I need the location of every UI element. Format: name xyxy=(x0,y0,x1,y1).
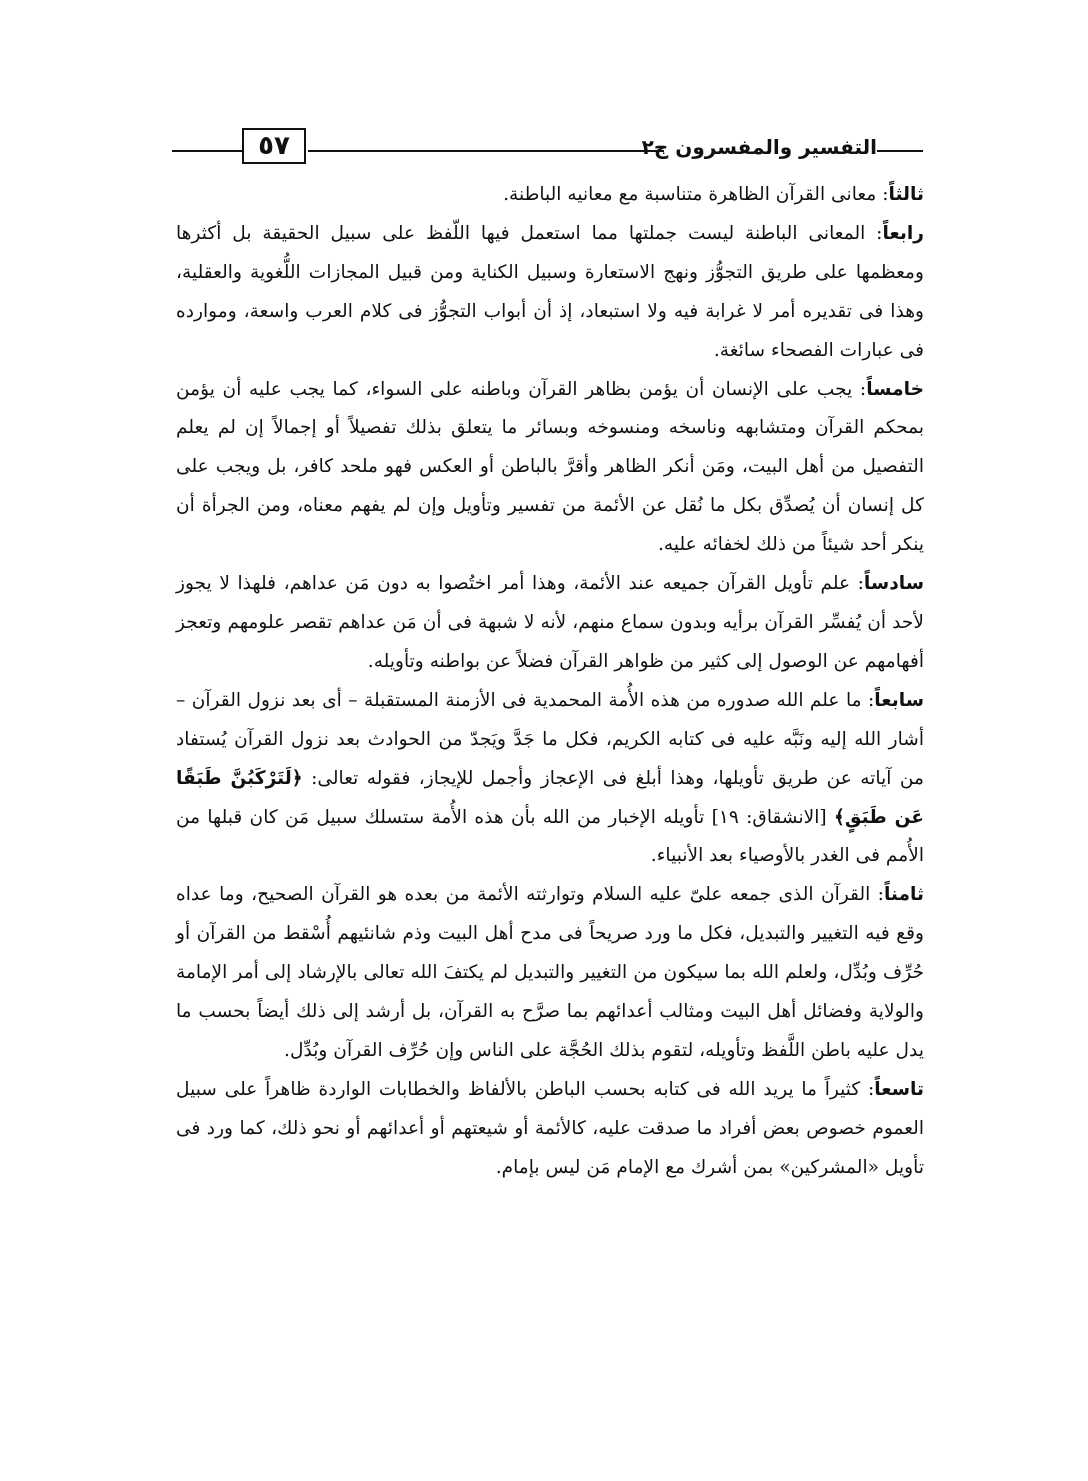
page-number: ٥٧ xyxy=(242,128,306,164)
paragraph-text-continued: [الانشقاق: ١٩] تأويله الإخبار من الله بأن هذه الأُمة ستسلك سبيل مَن كان قبلها من الأُمم فى الغدر بالأوصياء بعد الأنبياء. xyxy=(176,806,924,867)
paragraph-lead: ثالثاً xyxy=(888,184,924,205)
paragraph-seventh xyxy=(176,682,924,877)
paragraph-text: : معانى القرآن الظاهرة متناسبة مع معانيه الباطنة. xyxy=(503,184,889,205)
paragraph-sixth xyxy=(176,565,924,682)
paragraph-third xyxy=(176,176,924,215)
paragraph-fourth xyxy=(176,215,924,371)
body-text xyxy=(176,176,924,1188)
paragraph-text: : كثيراً ما يريد الله فى كتابه بحسب الباطن بالألفاظ والخطابات الواردة ظاهراً على سبيل العموم خصوص بعض أفراد ما صدقت عليه، كالأئمة أو شيعتهم أو أعدائهم أو نحو ذلك، كما ورد فى تأويل «المشركين» بمن أشرك مع الإمام مَن ليس بإمام. xyxy=(176,1078,924,1178)
paragraph-lead: سادساً xyxy=(863,573,924,595)
paragraph-text: : القرآن الذى جمعه علىّ عليه السلام وتوارثته الأئمة من بعده هو القرآن الصحيح، وما عداه وقع فيه التغيير والتبديل، فكل ما ورد صريحاً فى مدح أهل البيت وذم شانئيهم أُسْقط من القرآن أو حُرِّف وبُدِّل، ولعلم الله بما سيكون من التغيير والتبديل لم يكتفَ الله تعالى بالإرشاد إلى أمر الإمامة والولاية وفضائل أهل البيت ومثالب أعدائهم بما صرَّح به القرآن، بل أرشد إلى ذلك أيضاً بحسب ما يدل عليه باطن اللَّفظ وتأويله، لتقوم بذلك الحُجَّة على الناس وإن حُرِّف القرآن وبُدِّل. xyxy=(176,884,924,1061)
page-header xyxy=(172,128,924,168)
header-rule-left xyxy=(172,150,242,152)
paragraph-text: : علم تأويل القرآن جميعه عند الأئمة، وهذا أمر اختُصوا به دون مَن عداهم، فلهذا لا يجوز لأحد أن يُفسِّر القرآن برأيه وبدون سماع منهم، لأنه لا شبهة فى أن مَن عداهم تقصر علومهم وتعجز أفهامهم عن الوصول إلى كثير من ظواهر القرآن فضلاً عن بواطنه وتأويله. xyxy=(176,573,924,672)
paragraph-fifth xyxy=(176,371,924,566)
running-title: التفسير والمفسرون ج٢ xyxy=(641,135,877,159)
paragraph-lead: خامساً xyxy=(866,378,924,400)
paragraph-text: : المعانى الباطنة ليست جملتها مما استعمل فيها اللّفظ على سبيل الحقيقة بل أكثرها ومعظمها على طريق التجوُّز ونهج الاستعارة وسبيل الكناية ومن قبيل المجازات اللُّغوية والعقلية، وهذا فى تقديره أمر لا غرابة فيه ولا استبعاد، إذ أن أبواب التجوُّز فى كلام العرب واسعة، وموارده فى عبارات الفصحاء سائغة. xyxy=(176,222,924,361)
header-rule-right xyxy=(877,150,923,152)
paragraph-ninth xyxy=(176,1071,924,1188)
paragraph-lead: تاسعاً xyxy=(874,1078,924,1100)
quran-verse: ﴿لَتَرْكَبُنَّ طَبَقًا عَن طَبَقٍ﴾ xyxy=(176,767,925,828)
header-rule-middle xyxy=(308,150,664,152)
paragraph-text: : يجب على الإنسان أن يؤمن بظاهر القرآن وباطنه على السواء، كما يجب عليه أن يؤمن بمحكم القرآن ومتشابهه وناسخه ومنسوخه وبسائر ما يتعلق بذلك تفصيلاً أو إجمالاً إن لم يعلم التفصيل من أهل البيت، ومَن أنكر الظاهر وأقرَّ بالباطن أو العكس فهو ملحد كافر، بل ويجب على كل إنسان أن يُصدِّق بكل ما نُقل عن الأئمة من تفسير وتأويل وإن لم يفهم معناه، ومن الجرأة أن ينكر أحد شيئاً من ذلك لخفائه عليه. xyxy=(176,378,924,556)
paragraph-text: : ما علم الله صدوره من هذه الأُمة المحمدية فى الأزمنة المستقبلة – أى بعد نزول القرآن – أشار الله إليه ونَبَّه عليه فى كتابه الكريم، فكل ما جَدَّ ويَجدّ من الحوادث بعد نزول القرآن يُستفاد من آياته عن طريق تأويلها، وهذا أبلغ فى الإعجاز وأجمل للإيجاز، فقوله تعالى: xyxy=(176,689,924,789)
paragraph-lead: رابعاً xyxy=(882,222,924,244)
paragraph-lead: سابعاً xyxy=(874,689,924,711)
paragraph-lead: ثامناً xyxy=(883,884,924,906)
paragraph-eighth xyxy=(176,876,924,1071)
